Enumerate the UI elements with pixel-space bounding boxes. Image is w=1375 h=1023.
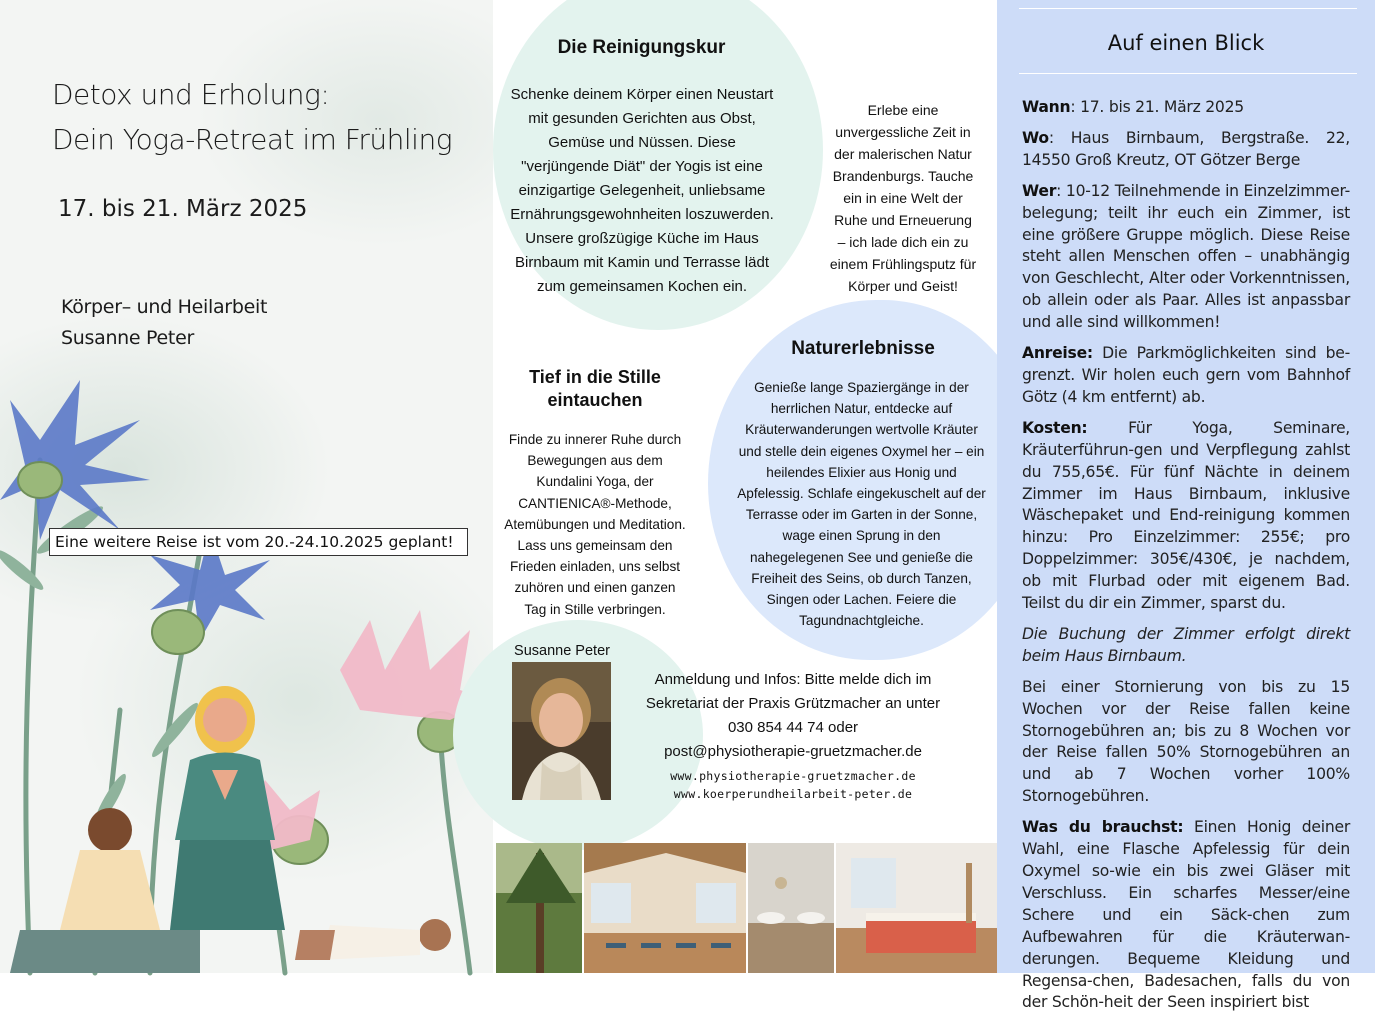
next-trip-notice: Eine weitere Reise ist vom 20.-24.10.2025 geplant! [49, 528, 468, 556]
stille-text-line: Atemübungen und Meditation. [504, 516, 686, 532]
natur-text-line: heilendes Elixier aus Honig und [766, 464, 957, 480]
flowers-yoga-illustration [0, 370, 493, 973]
organizer-line1: Körper– und Heilarbeit [61, 296, 268, 318]
natur-text-line: Terrasse oder im Garten in der Sonne, [745, 507, 978, 523]
wer-text: : 10-12 Teilnehmende in Einzelzimmer-belegung; teilt ihr euch ein Zimmer, ist eine größere Gruppe möglich. Diese Reise steht allen Menschen offen – unabhängig von Geschlecht, Alter oder Vorkenntnissen, ob allein oder als Paar. Alles ist anpassbar und alle sind willkommen! [1022, 181, 1350, 332]
natur-text-line: wage einen Sprung in den [782, 528, 941, 544]
stille-text-line: Lass uns gemeinsam den [517, 538, 673, 554]
natur-text-line: Kräuterwanderungen wertvolle Kräuter [745, 422, 978, 438]
natur-text-line: Freiheit des Seins, ob durch Tanzen, [751, 570, 972, 586]
stille-text-line: Finde zu innerer Ruhe durch [508, 432, 682, 447]
buchung-text: Die Buchung der Zimmer erfolgt direkt beim Haus Birnbaum. [1022, 624, 1350, 665]
reinigung-text-line: mit gesunden Gerichten aus Obst, [528, 110, 756, 127]
cover-date: 17. bis 21. März 2025 [58, 196, 308, 222]
erlebe-text-line: Erlebe eine [867, 102, 939, 118]
stille-text [493, 429, 697, 620]
erlebe-text-line: der malerischen Natur [834, 146, 972, 162]
erlebe-text-line: unvergessliche Zeit in [835, 124, 971, 140]
info-wann [1022, 97, 1350, 119]
photo-forest [496, 843, 582, 973]
brauchst-label: Was du brauchst: [1022, 818, 1184, 837]
stille-text-line: Kundalini Yoga, der [536, 474, 654, 490]
erlebe-text [815, 99, 991, 297]
natur-text-line: Singen oder Lachen. Feiere die [766, 592, 957, 608]
info-wer [1022, 181, 1350, 334]
info-buchung [1022, 624, 1350, 668]
reinigung-text-line: Birnbaum mit Kamin und Terrasse lädt [514, 254, 769, 271]
wann-label: Wann [1022, 98, 1071, 116]
erlebe-text-line: ein in eine Welt der [843, 190, 963, 206]
erlebe-text-line: Körper und Geist! [848, 278, 958, 294]
title-divider [1019, 73, 1357, 74]
stille-text-line: Frieden einladen, uns selbst [509, 559, 681, 575]
info-brauchst [1022, 817, 1350, 1014]
stille-text-line: zuhören und einen ganzen [514, 580, 676, 596]
cover-panel [0, 0, 493, 973]
natur-text-line: und stelle dein eigenes Oxymel her – ein [738, 443, 985, 459]
photo-bedroom [836, 843, 997, 973]
erlebe-text-line: Brandenburgs. Tauche [832, 168, 974, 184]
natur-text-line: nahegelegenen See und genieße die [750, 549, 973, 565]
stille-heading-line2: eintauchen [547, 390, 643, 410]
natur-text-line: Apfelessig. Schlafe eingekuschelt auf der [737, 486, 986, 502]
natur-heading: Naturerlebnisse [791, 338, 935, 359]
kosten-label: Kosten: [1022, 418, 1088, 437]
natur-text [723, 377, 1000, 631]
wo-text: : Haus Birnbaum, Bergstraße. 22, 14550 Groß Kreutz, OT Götzer Berge [1022, 128, 1350, 169]
contact-block [618, 668, 968, 764]
overview-title: Auf einen Blick [1107, 31, 1265, 55]
reinigung-text-line: zum gemeinsamen Kochen ein. [536, 278, 748, 295]
reinigung-text-line: einzigartige Gelegenheit, unliebsame [518, 182, 766, 199]
reinigung-text-line: Unsere großzügige Küche im Haus [525, 230, 759, 247]
stille-text-line: Bewegungen aus dem [527, 453, 663, 469]
reinigung-text [493, 83, 791, 299]
wo-label: Wo [1022, 128, 1049, 147]
stille-text-line: CANTIENICA®-Methode, [518, 495, 672, 511]
contact-name: Susanne Peter [514, 643, 610, 659]
natur-text-line: herrlichen Natur, entdecke auf [770, 401, 953, 417]
info-kosten [1022, 418, 1350, 615]
erlebe-text-line: – ich lade dich ein zu [837, 234, 969, 250]
reinigung-text-line: "verjüngende Diät" der Yogis ist eine [521, 158, 763, 175]
cover-title-line1: Detox und Erholung: [52, 78, 330, 111]
contact-email[interactable]: post@physiotherapie-gruetzmacher.de [664, 743, 922, 760]
portrait-photo [512, 662, 611, 800]
contact-line1: Anmeldung und Infos: Bitte melde dich im [654, 671, 932, 688]
contact-phone: 030 854 44 74 oder [727, 719, 859, 736]
website-links [633, 767, 953, 803]
stille-heading [493, 366, 697, 412]
reinigung-heading: Die Reinigungskur [557, 37, 726, 58]
reinigung-text-line: Gemüse und Nüssen. Diese [548, 134, 736, 151]
photo-bathroom [748, 843, 834, 973]
overview-content [1022, 97, 1350, 1023]
top-divider [1019, 8, 1357, 9]
photo-yoga-room [584, 843, 746, 973]
cover-title-line2: Dein Yoga-Retreat im Frühling [52, 123, 452, 156]
content-panel [493, 0, 997, 973]
wer-label: Wer [1022, 181, 1057, 200]
venue-photo-strip [496, 843, 997, 973]
erlebe-text-line: Ruhe und Erneuerung [834, 212, 972, 228]
natur-text-line: Tagundnachtgleiche. [799, 613, 924, 629]
reinigung-text-line: Schenke deinem Körper einen Neustart [510, 86, 774, 103]
contact-line2: Sekretariat der Praxis Grützmacher an unter [645, 695, 941, 712]
website-link-peter[interactable]: www.koerperundheilarbeit-peter.de [673, 787, 913, 801]
anreise-text: Die Parkmöglichkeiten sind be-grenzt. Wir holen euch gern vom Bahnhof Götz (4 km entfernt) ab. [1022, 344, 1350, 406]
erlebe-text-line: einem Frühlingsputz für [829, 256, 977, 272]
stille-text-line: Tag in Stille verbringen. [524, 601, 666, 617]
natur-text-line: Genieße lange Spaziergänge in der [754, 380, 969, 395]
overview-panel [997, 0, 1375, 1012]
info-anreise [1022, 343, 1350, 409]
website-link-physio[interactable]: www.physiotherapie-gruetzmacher.de [670, 769, 916, 783]
reinigung-text-line: Ernährungsgewohnheiten loszuwerden. [510, 206, 774, 223]
stille-heading-line1: Tief in die Stille [529, 367, 661, 387]
anreise-label: Anreise: [1022, 344, 1093, 363]
brauchst-text: Einen Honig deiner Wahl, eine Flasche Apfelessig für dein Oxymel so-wie ein bis zwei Gläser mit Verschluss. Ein scharfes Messer/eine Schere und ein Säck-chen zum Aufbewahren für die Kräuterwan-derungen. Bequeme Kleidung und Regensa-chen, Badesachen, falls du von der Schön-heit der Seen inspiriert bist [1022, 818, 1350, 1012]
info-storno: Bei einer Stornierung von bis zu 15 Wochen vor der Reise fallen keine Stornogebühren an; bis zu 8 Wochen vor der Reise fallen 50% Stornogebühren an und ab 7 Wochen vorher 100% Stornogebühren. [1022, 677, 1350, 806]
wann-text: : 17. bis 21. März 2025 [1070, 98, 1244, 116]
kosten-text: Für Yoga, Seminare, Kräuterführun-gen und Verpflegung zahlst du 755,65€. Für fünf Nächte in deinem Zimmer im Haus Birnbaum, inklusive Wäschepaket und End-reinigung kommen hinzu: Pro Einzelzimmer: 255€; pro Doppelzimmer: 305€/430€, je nachdem, ob mit Flurbad oder mit eigenem Bad. Teilst du dir ein Zimmer, sparst du. [1022, 418, 1350, 613]
info-wo [1022, 128, 1350, 172]
organizer-line2: Susanne Peter [61, 327, 194, 349]
